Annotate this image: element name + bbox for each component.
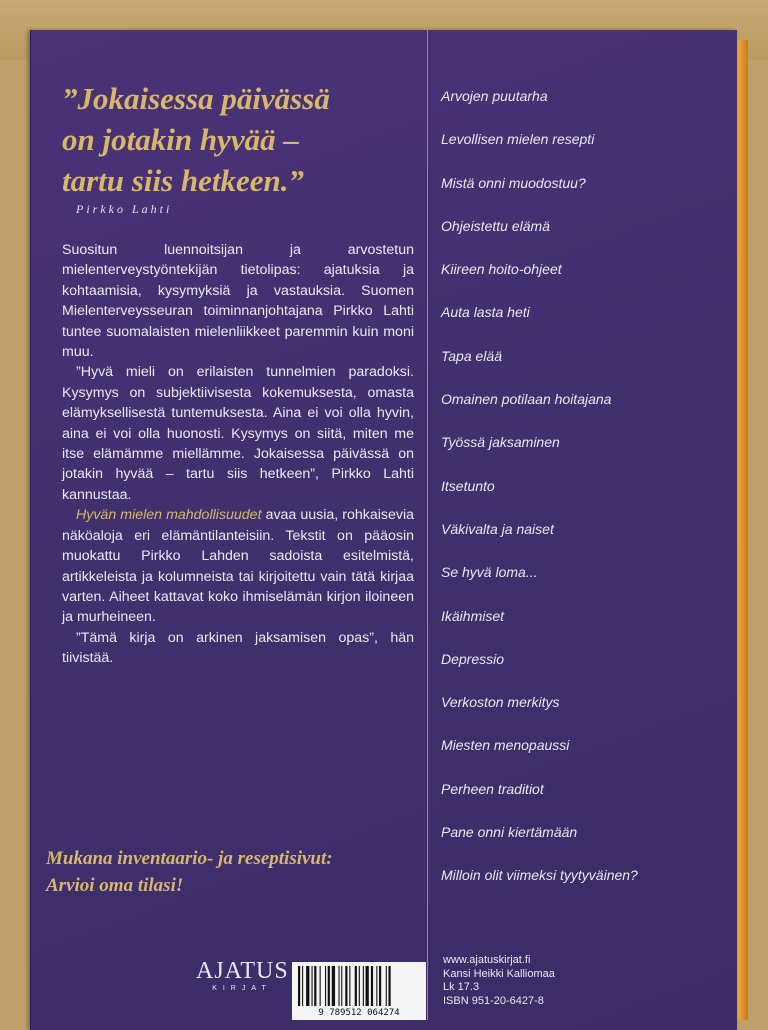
publisher-logo: [196, 958, 288, 994]
barcode-bar: [363, 966, 364, 1006]
barcode-bar: [345, 966, 347, 1006]
contents-item: Verkoston merkitys: [441, 694, 560, 711]
contents-item: Miesten menopaussi: [441, 737, 570, 754]
contents-item: Auta lasta heti: [441, 304, 530, 321]
publisher-url: www.ajatuskirjat.fi: [443, 954, 531, 966]
publisher-sub: KIRJAT: [212, 985, 272, 992]
credits: [443, 954, 683, 1008]
blurb-paragraph-rest: avaa uusia, rohkaisevia näköaloja eri elämäntilanteisiin. Tekstit on pääosin muokattu Pirkko Lahden sadoista esitelmistä, artikkeleista ja kolumneista tai kirjoitettu vain tätä kirjaa varten. Aiheet kattavat koko ihmiselämän kirjon iloineen ja murheineen.: [62, 507, 414, 626]
barcode-bar: [302, 966, 303, 1006]
quote-line: on jotakin hyvää –: [62, 122, 299, 157]
contents-item: Perheen traditiot: [441, 780, 544, 797]
barcode-bar: [386, 966, 387, 1006]
quote-author: Pirkko Lahti: [76, 202, 173, 216]
barcode-bar: [298, 966, 300, 1006]
barcode-bar: [325, 966, 326, 1006]
contents-item: Pane onni kiertämään: [441, 824, 578, 841]
contents-item: Tapa elää: [441, 347, 502, 364]
barcode-bar: [320, 966, 321, 1006]
quote-line: tartu siis hetkeen.”: [62, 163, 305, 198]
contents-item: Depressio: [441, 650, 505, 667]
contents-item: Milloin olit viimeksi tyytyväinen?: [441, 867, 638, 884]
barcode-number: 9 789512 064274: [318, 1008, 400, 1018]
blurb-text: [62, 240, 414, 669]
book-title: Hyvän mielen mahdollisuudet: [76, 507, 262, 524]
barcode-bar: [312, 966, 313, 1006]
contents-item: Omainen potilaan hoitajana: [441, 391, 612, 408]
barcode-bar: [341, 966, 342, 1006]
blurb-paragraph: [62, 505, 414, 627]
barcode: [292, 962, 426, 1020]
barcode-bar: [371, 966, 373, 1006]
contents-item: Levollisen mielen resepti: [441, 131, 595, 148]
contents-list: [441, 86, 731, 909]
barcode-bar: [339, 966, 340, 1006]
barcode-bar: [379, 966, 381, 1006]
library-class: Lk 17.3: [443, 981, 480, 994]
contents-item: Kiireen hoito-ohjeet: [441, 261, 562, 278]
barcode-bar: [376, 966, 377, 1006]
barcode-bar: [306, 966, 309, 1006]
blurb-paragraph: ”Hyvä mieli on erilaisten tunnelmien paradoksi. Kysymys on subjektiivisesta kokemuksesta, omasta elämyksellisestä tuntemuksesta. Aina ei voi olla hyvin, aina ei voi olla huonosti. Kysymys on siitä, miten me itse elämämme miellämme. Jokaisessa päivässä on jotakin hyvää – tartu siis hetkeen”, Pirkko Lahti kannustaa.: [62, 364, 414, 503]
barcode-bar: [314, 966, 316, 1006]
contents-item: Mistä onni muodostuu?: [441, 174, 586, 191]
publisher-name: AJATUS: [196, 958, 289, 984]
blurb-paragraph: Suositun luennoitsijan ja arvostetun mielenterveystyöntekijän tietolipas: ajatuksia ja kohtaamisia, kysymyksiä ja vastauksia. Suomen Mielenterveysseuran toiminnanjohtajana Pirkko Lahti tuntee suomalaisten mielenliikkeet paremmin kuin moni muu.: [62, 242, 414, 361]
barcode-bar: [388, 966, 390, 1006]
contents-item: Se hyvä loma...: [441, 564, 538, 581]
blurb-paragraph: ”Tämä kirja on arkinen jaksamisen opas”, hän tiivistää.: [62, 629, 414, 667]
barcode-bar: [355, 966, 357, 1006]
barcode-bar: [332, 966, 335, 1006]
promo-line: Mukana inventaario- ja reseptisivut:: [46, 848, 333, 869]
isbn: ISBN 951-20-6427-8: [443, 994, 544, 1007]
contents-item: Arvojen puutarha: [441, 88, 548, 104]
cover-quote: [62, 78, 412, 201]
barcode-bar: [349, 966, 350, 1006]
barcode-bar: [359, 966, 360, 1006]
contents-item: Työssä jaksaminen: [441, 434, 560, 451]
quote-line: ”Jokaisessa päivässä: [62, 81, 330, 116]
contents-item: Ohjeistettu elämä: [441, 217, 550, 234]
promo-line: Arvioi oma tilasi!: [46, 875, 184, 896]
promo-text: [46, 845, 426, 899]
contents-item: Ikäihmiset: [441, 607, 505, 624]
cover-credit: Kansi Heikki Kalliomaa: [443, 967, 555, 980]
contents-item: Väkivalta ja naiset: [441, 520, 554, 537]
barcode-bar: [366, 966, 369, 1006]
column-divider: [427, 30, 428, 1020]
barcode-bars: [298, 966, 420, 1006]
barcode-bar: [328, 966, 330, 1006]
contents-item: Itsetunto: [441, 477, 495, 494]
